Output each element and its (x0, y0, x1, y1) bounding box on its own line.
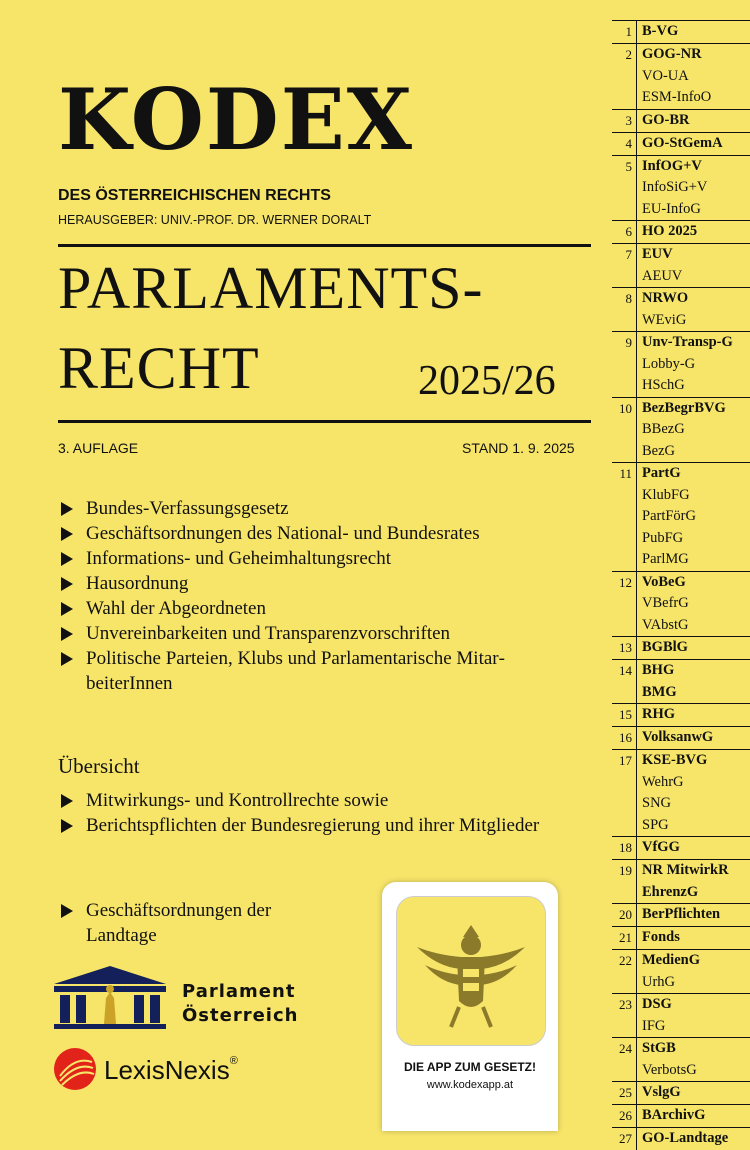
tab-codes (636, 1038, 750, 1081)
tab-codes (636, 110, 750, 132)
law-code: EhrenzG (642, 883, 699, 900)
law-code: WehrG (642, 773, 684, 790)
law-code: NR MitwirkR (642, 862, 729, 878)
landtage-list (58, 898, 328, 948)
tab-number: 12 (619, 574, 632, 590)
tab-number: 27 (619, 1131, 632, 1146)
law-code: BezBegrBVG (642, 399, 726, 416)
tab-number: 23 (619, 997, 632, 1012)
app-promo (382, 882, 558, 1131)
kodex-app-icon (396, 896, 546, 1046)
tab-number: 6 (625, 224, 632, 239)
law-code: Lobby-G (642, 355, 696, 372)
law-code: GOG-NR (642, 46, 702, 62)
law-code: GO-StGemA (642, 134, 723, 151)
tab-codes (636, 950, 750, 993)
law-code: GO-BR (642, 111, 690, 128)
tab-number: 22 (619, 953, 632, 968)
law-code: ESM-InfoO (642, 89, 712, 105)
contents-list (58, 496, 578, 696)
law-code: NRWO (642, 290, 689, 306)
eagle-icon (397, 897, 545, 1045)
parliament-wordmark (182, 980, 298, 1028)
law-code: StGB (642, 1040, 676, 1056)
law-code: BGBlG (642, 639, 688, 655)
tab-codes (636, 927, 750, 949)
law-code: VolksanwG (642, 729, 714, 745)
law-code: BArchivG (642, 1107, 706, 1123)
contents-item: Informations- und Geheimhaltungsrecht (58, 546, 578, 571)
register-tab (612, 132, 750, 155)
law-code: B-VG (642, 23, 679, 39)
parliament-logo-icon (52, 962, 168, 1030)
contents-item: Politische Parteien, Klubs und Parlamentarische MitarbeiterInnen (58, 646, 578, 696)
tab-number: 8 (625, 291, 632, 306)
law-code: Fonds (642, 929, 680, 945)
tab-codes (636, 1128, 750, 1150)
law-code: VO-UA (642, 67, 689, 84)
register-tab (612, 1104, 750, 1127)
tab-number: 10 (619, 400, 632, 416)
law-code: InfoSiG+V (642, 179, 708, 195)
tab-codes (636, 994, 750, 1037)
register-tab (612, 703, 750, 726)
series-subtitle: DES ÖSTERREICHISCHEN RECHTS (58, 187, 331, 204)
law-code: VerbotsG (642, 1061, 697, 1078)
editor-line: HERAUSGEBER: UNIV.-PROF. DR. WERNER DORALT (58, 213, 372, 227)
law-code: BBezG (642, 421, 685, 437)
law-code: PartFörG (642, 508, 696, 524)
tab-number: 26 (619, 1108, 632, 1123)
tab-number: 24 (619, 1041, 632, 1056)
tab-number: 9 (625, 335, 632, 350)
tab-codes (636, 727, 750, 749)
tab-codes (636, 288, 750, 331)
edition-year: 2025/26 (418, 358, 556, 404)
law-code: IFG (642, 1017, 666, 1034)
tab-number: 11 (619, 466, 632, 481)
law-code: Unv-Transp-G (642, 334, 733, 350)
register-tab (612, 571, 750, 637)
register-tab (612, 636, 750, 659)
tab-number: 19 (619, 863, 632, 878)
tab-number: 14 (619, 663, 632, 678)
law-code: EU-InfoG (642, 200, 701, 217)
app-slogan: DIE APP ZUM GESETZ! (403, 1060, 536, 1074)
title-line-2: RECHT (58, 335, 260, 401)
tab-codes (636, 21, 750, 43)
register-tab (612, 993, 750, 1037)
tab-codes (636, 133, 750, 155)
tab-number: 15 (619, 707, 632, 722)
tab-codes (636, 1082, 750, 1104)
overview-heading: Übersicht (58, 754, 140, 778)
law-code: VoBeG (642, 573, 686, 590)
lexisnexis-logo-icon (52, 1046, 98, 1092)
register-tab (612, 926, 750, 949)
register-tab (612, 903, 750, 926)
register-tab (612, 659, 750, 703)
parliament-line-1: Parlament (182, 981, 296, 1002)
tab-codes (636, 463, 750, 571)
law-code: WEviG (642, 311, 687, 328)
tab-codes (636, 750, 750, 836)
registered-mark: ® (229, 1055, 238, 1067)
overview-item: Mitwirkungs- und Kontrollrechte sowie (58, 788, 558, 813)
register-tabs (612, 20, 750, 1150)
app-url[interactable]: www.kodexapp.at (426, 1079, 514, 1091)
tab-number: 13 (619, 640, 632, 655)
tab-codes (636, 660, 750, 703)
tab-number: 16 (619, 730, 632, 745)
law-code: BerPflichten (642, 906, 721, 922)
law-code: ParlMG (642, 551, 689, 567)
register-tab (612, 397, 750, 463)
parliament-line-2: Österreich (182, 1005, 299, 1026)
tab-number: 21 (619, 930, 632, 945)
law-code: VBefrG (642, 595, 689, 611)
law-code: VAbstG (642, 616, 689, 633)
law-code: BezG (642, 442, 676, 459)
law-code: SNG (642, 795, 672, 811)
tab-number: 3 (625, 112, 632, 128)
register-tab (612, 109, 750, 132)
tab-number: 7 (625, 247, 632, 262)
register-tab (612, 287, 750, 331)
law-code: BMG (642, 683, 677, 700)
law-code: BHG (642, 662, 675, 678)
law-code: AEUV (642, 267, 683, 284)
tab-number: 18 (619, 840, 632, 855)
tab-number: 25 (619, 1085, 632, 1100)
law-code: RHG (642, 706, 676, 722)
tab-codes (636, 44, 750, 109)
register-tab (612, 243, 750, 287)
tab-number: 20 (619, 907, 632, 922)
tab-codes (636, 221, 750, 243)
register-tab (612, 949, 750, 993)
tab-codes (636, 244, 750, 287)
tab-codes (636, 1105, 750, 1127)
stand-date: STAND 1. 9. 2025 (462, 440, 575, 456)
landtage-item: Geschäftsordnungen der Landtage (58, 898, 328, 948)
register-tab (612, 20, 750, 43)
register-tab (612, 155, 750, 221)
register-tab (612, 1127, 750, 1150)
tab-codes (636, 637, 750, 659)
law-code: GO-Landtage (642, 1130, 729, 1146)
contents-item: Hausordnung (58, 571, 578, 596)
publisher-name (104, 1055, 238, 1086)
register-tab (612, 1037, 750, 1081)
law-code: PartG (642, 465, 681, 481)
overview-item: Berichtspflichten der Bundesregierung und ihrer Mitglieder (58, 813, 558, 838)
law-code: HO 2025 (642, 223, 698, 239)
law-code: MedienG (642, 952, 700, 968)
law-code: HSchG (642, 377, 685, 393)
tab-codes (636, 398, 750, 463)
law-code: KlubFG (642, 486, 690, 503)
contents-item: Bundes-Verfassungsgesetz (58, 496, 578, 521)
tab-codes (636, 156, 750, 221)
tab-number: 4 (625, 135, 632, 151)
law-code: SPG (642, 816, 669, 833)
tab-number: 5 (625, 158, 632, 174)
tab-number: 2 (625, 47, 632, 62)
register-tab (612, 43, 750, 109)
brand-title: KODEX (58, 70, 414, 169)
top-divider (58, 244, 591, 247)
tab-number: 1 (625, 24, 632, 39)
register-tab (612, 331, 750, 397)
overview-list (58, 788, 558, 838)
tab-codes (636, 860, 750, 903)
register-tab (612, 726, 750, 749)
tab-codes (636, 837, 750, 859)
bottom-divider (58, 420, 591, 423)
law-code: PubFG (642, 529, 684, 546)
publisher-name-text: LexisNexis (104, 1055, 230, 1085)
law-code: VslgG (642, 1084, 681, 1100)
law-code: EUV (642, 246, 673, 262)
law-code: KSE-BVG (642, 752, 708, 768)
tab-number: 17 (619, 753, 632, 768)
edition-label: 3. AUFLAGE (58, 440, 139, 456)
register-tab (612, 1081, 750, 1104)
law-code: InfOG+V (642, 157, 702, 174)
register-tab (612, 749, 750, 836)
tab-codes (636, 704, 750, 726)
law-code: DSG (642, 996, 672, 1012)
contents-item: Wahl der Abgeordneten (58, 596, 578, 621)
register-tab (612, 836, 750, 859)
contents-item: Geschäftsordnungen des National- und Bundesrates (58, 521, 578, 546)
register-tab (612, 859, 750, 903)
title-line-1: PARLAMENTS- (58, 255, 484, 321)
tab-codes (636, 332, 750, 397)
tab-codes (636, 904, 750, 926)
register-tab (612, 220, 750, 243)
law-code: UrhG (642, 973, 676, 990)
law-code: VfGG (642, 839, 680, 855)
contents-item: Unvereinbarkeiten und Transparenzvorschriften (58, 621, 578, 646)
tab-codes (636, 572, 750, 637)
register-tab (612, 462, 750, 571)
